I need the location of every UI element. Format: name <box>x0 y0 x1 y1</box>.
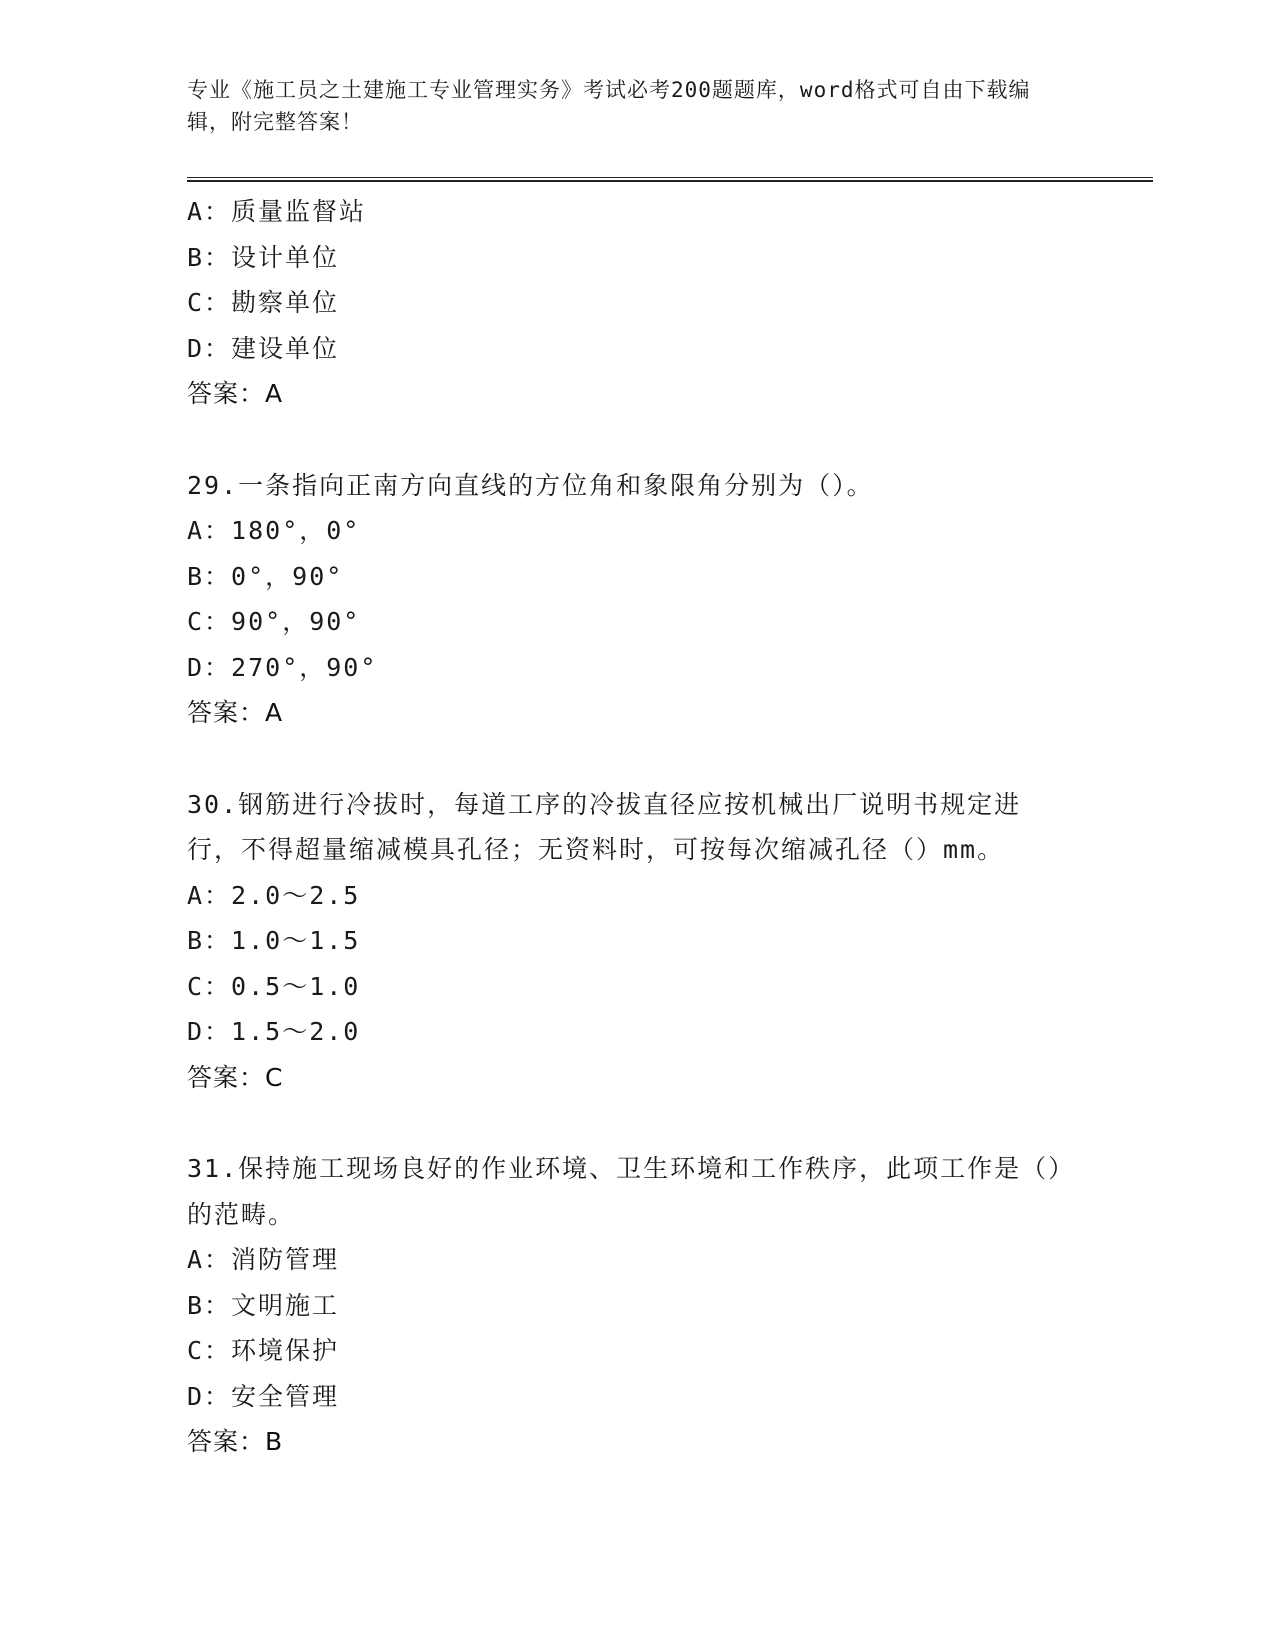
option-d: D：安全管理 <box>187 1381 340 1411</box>
option-c: C：90°，90° <box>187 607 361 636</box>
question-text: 29.一条指向正南方向直线的方位角和象限角分别为（）。 <box>187 470 874 500</box>
option-c: C：0.5～1.0 <box>187 971 361 1001</box>
option-b: B：0°，90° <box>187 561 344 591</box>
option-d: D：1.5～2.0 <box>187 1017 361 1046</box>
answer-line: 答案：A <box>187 698 284 727</box>
question-text: 30.钢筋进行冷拔时，每道工序的冷拔直径应按机械出厂说明书规定进行，不得超量缩减模具孔径；无资料时，可按每次缩减孔径（）mm。 <box>187 789 1022 864</box>
block-spacer <box>187 417 1087 463</box>
option-a: A：180°，0° <box>187 516 361 545</box>
question-block-31 <box>187 1146 1087 1465</box>
question-text: 31.保持施工现场良好的作业环境、卫生环境和工作秩序，此项工作是（）的范畴。 <box>187 1154 1063 1229</box>
block-spacer <box>187 1100 1087 1146</box>
option-d: D：270°，90° <box>187 652 378 682</box>
answer-line: 答案：A <box>187 379 284 408</box>
block-spacer <box>187 736 1087 782</box>
option-b: B：设计单位 <box>187 242 340 272</box>
question-block-30 <box>187 782 1087 1101</box>
document-header: 专业《施工员之土建施工专业管理实务》考试必考200题题库，word格式可自由下载编辑，附完整答案！ <box>187 78 1031 134</box>
option-a: A：消防管理 <box>187 1245 340 1274</box>
option-d: D：建设单位 <box>187 333 340 363</box>
question-block-28 <box>187 189 1087 417</box>
option-b: B：1.0～1.5 <box>187 926 361 955</box>
option-a: A：2.0～2.5 <box>187 880 361 910</box>
header-divider <box>187 177 1153 182</box>
answer-line: 答案：C <box>187 1062 284 1092</box>
option-b: B：文明施工 <box>187 1290 340 1320</box>
question-list <box>187 189 1087 1465</box>
question-block-29 <box>187 463 1087 736</box>
option-a: A：质量监督站 <box>187 197 367 226</box>
answer-line: 答案：B <box>187 1427 284 1456</box>
option-c: C：环境保护 <box>187 1336 340 1365</box>
option-c: C：勘察单位 <box>187 288 340 317</box>
